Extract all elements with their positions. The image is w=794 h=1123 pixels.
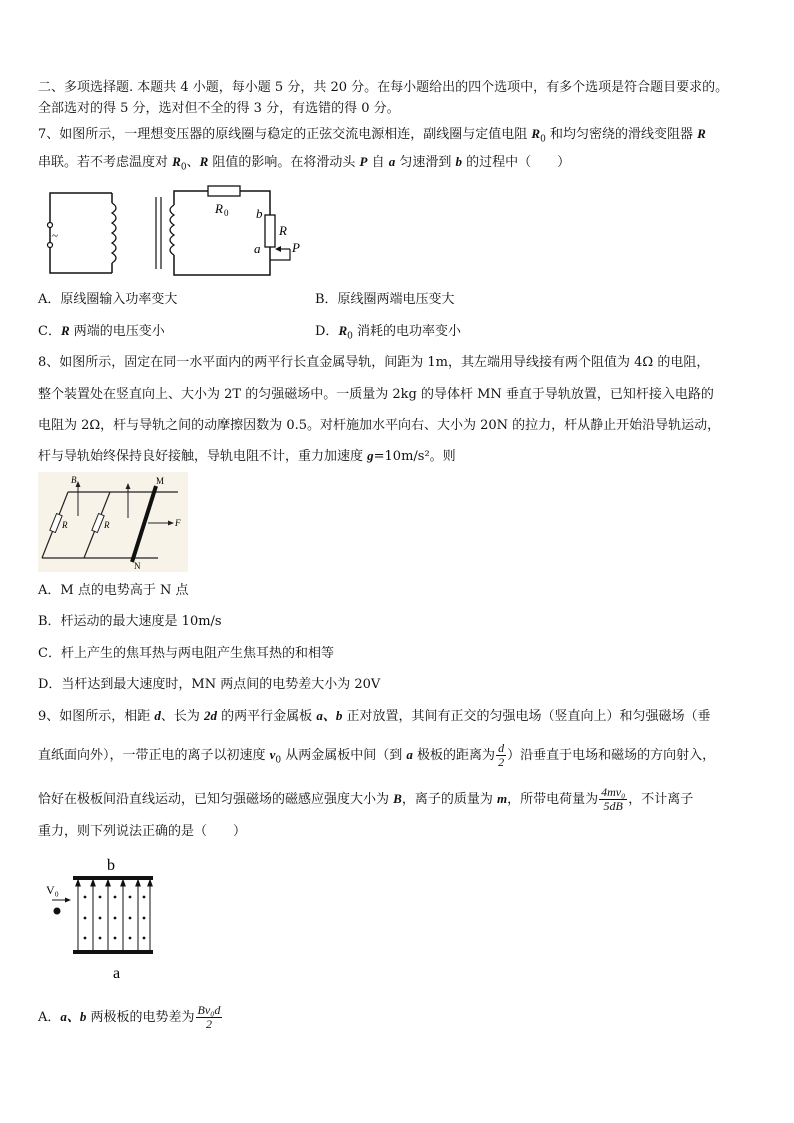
r0-label: R	[215, 201, 223, 216]
plate-b	[73, 876, 153, 880]
q8-rail-figure	[38, 472, 188, 572]
force-f-label: F	[175, 518, 181, 528]
q9-stem-line3: 恰好在极板间沿直线运动，已知匀强磁场的磁感应强度大小为 B，离子的质量为 m，所带电荷量为 $\frac{\text{4mv₀}}{5dB}$ ，不计离子	[38, 785, 694, 813]
field-b-label: B	[71, 475, 77, 485]
section-header-line1: 二、多项选择题. 本题共 4 小题，每小题 5 分，共 20 分。在每小题给出的四个选项中，有多个选项是符合题目要求的。	[38, 80, 729, 95]
q7-option-a[interactable]: A．原线圈输入功率变大	[38, 292, 178, 307]
q7-option-b[interactable]: B．原线圈两端电压变大	[315, 292, 455, 307]
q8-stem-line2: 整个装置处在竖直向上、大小为 2T 的匀强磁场中。一质量为 2kg 的导体杆 MN 垂直于导轨放置，已知杆接入电路的	[38, 387, 714, 402]
section-header-line2: 全部选对的得 5 分，选对但不全的得 3 分，有选错的得 0 分。	[38, 101, 400, 116]
q8-stem-line1: 8、如图所示，固定在同一水平面内的两平行长直金属导轨，间距为 1m，其左端用导线接有两个阻值为 4Ω 的电阻，	[38, 355, 710, 370]
velocity-v0-label: V₀	[46, 883, 59, 897]
q8-option-d[interactable]: D．当杆达到最大速度时，MN 两点间的电势差大小为 20V	[38, 677, 381, 692]
plate-b-label: b	[107, 857, 115, 874]
rheostat-end-a-label: a	[254, 241, 261, 256]
rod-n-label: N	[134, 561, 141, 571]
q8-option-b[interactable]: B．杆运动的最大速度是 10m/s	[38, 614, 222, 629]
plate-a	[73, 950, 153, 954]
slider-p-label: P	[292, 240, 300, 255]
r0-resistor	[208, 186, 240, 196]
rheostat-r	[265, 215, 275, 247]
q7-option-d[interactable]: D．$R_0$ 消耗的电功率变小	[315, 323, 461, 342]
rheostat-end-b-label: b	[256, 206, 263, 221]
ion-particle	[54, 908, 61, 915]
q9-option-a[interactable]: A．a、b 两极板的电势差为 $\frac{\text{Bv₀d}}{2}$	[38, 1003, 221, 1031]
q8-resistor-1-label: R	[62, 520, 68, 530]
q9-stem-line1: 9、如图所示，相距 d、长为 2d 的两平行金属板 a、b 正对放置，其间有正交的匀强电场（竖直向上）和匀强磁场（垂	[38, 708, 711, 724]
q7-option-c[interactable]: C．R 两端的电压变小	[38, 323, 165, 339]
ac-source-symbol: ~	[52, 230, 58, 242]
q7-stem-line2: 串联。若不考虑温度对 $R_0$、R 阻值的影响。在将滑动头 P 自 a 匀速滑到 b 的过程中（ ）	[38, 154, 571, 173]
q9-frac-d-over-2: $\frac{d}{2}$	[498, 741, 505, 769]
q7-transformer-circuit-figure	[40, 183, 310, 283]
q9-plates-figure	[40, 852, 160, 982]
rheostat-r-label: R	[279, 223, 287, 238]
q8-option-c[interactable]: C．杆上产生的焦耳热与两电阻产生焦耳热的和相等	[38, 646, 334, 661]
q7-stem-line1: 7、如图所示，一理想变压器的原线圈与稳定的正弦交流电源相连，副线圈与定值电阻 $R_0$ 和均匀密绕的滑线变阻器 R	[38, 126, 706, 145]
q8-option-a[interactable]: A．M 点的电势高于 N 点	[38, 583, 189, 598]
q9-frac-charge: $\frac{\text{4mv₀}}{5dB}$	[601, 785, 626, 813]
q9-stem-line2: 直纸面向外），一带正电的离子以初速度 $v_0$ 从两金属板中间（到 a 极板的距离为 $\frac{d}{2}$ ）沿垂直于电场和磁场的方向射入，	[38, 741, 716, 769]
r0-subscript: 0	[224, 208, 229, 218]
q9-option-a-frac: $\frac{\text{Bv₀d}}{2}$	[197, 1003, 221, 1031]
q8-resistor-2-label: R	[104, 520, 110, 530]
q8-stem-line4: 杆与导轨始终保持良好接触，导轨电阻不计，重力加速度 g=10m/s²。则	[38, 448, 456, 464]
plate-a-label: a	[113, 965, 121, 982]
q9-stem-line4: 重力，则下列说法正确的是（ ）	[38, 824, 247, 839]
q8-stem-line3: 电阻为 2Ω，杆与导轨之间的动摩擦因数为 0.5。对杆施加水平向右、大小为 20N 的拉力，杆从静止开始沿导轨运动，	[38, 418, 721, 433]
rod-m-label: M	[156, 476, 165, 486]
